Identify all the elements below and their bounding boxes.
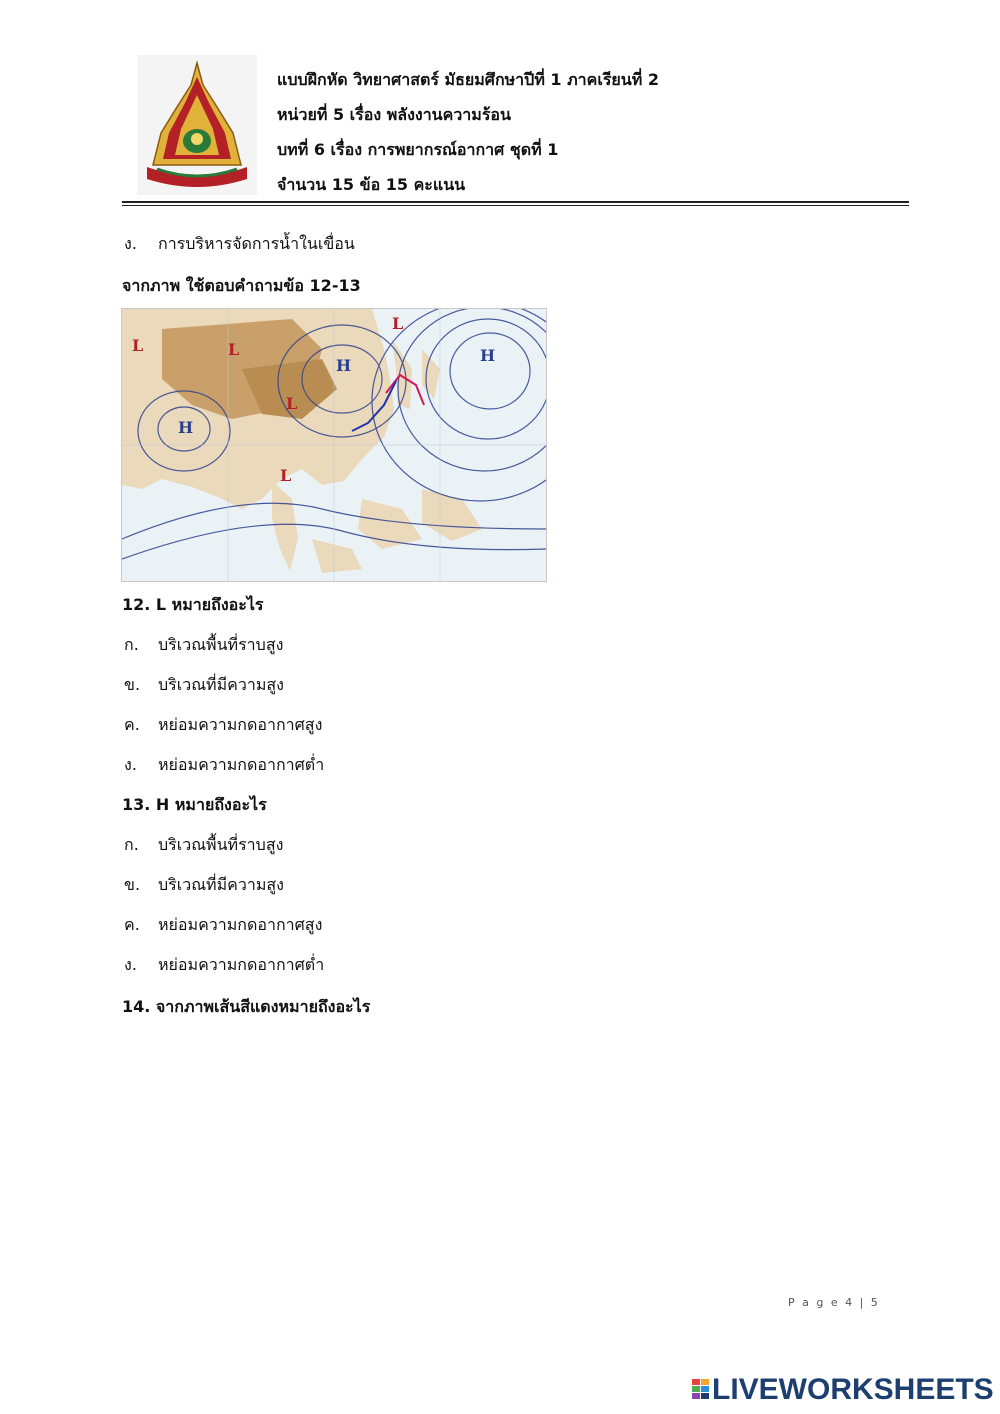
brand-blocks-icon	[692, 1379, 710, 1401]
q13-option-d[interactable]	[124, 953, 324, 978]
map-symbol-high: H	[178, 418, 194, 437]
header-divider	[122, 201, 909, 203]
q13-option-b[interactable]	[124, 873, 284, 898]
prev-option	[124, 232, 355, 257]
liveworksheets-brand	[692, 1374, 994, 1406]
q13-option-a[interactable]	[124, 833, 283, 858]
option-label: ข.	[124, 875, 141, 894]
option-label: ง.	[124, 755, 137, 774]
q12-option-c[interactable]	[124, 713, 322, 738]
question-14-title: 14. จากภาพเส้นสีแดงหมายถึงอะไร	[122, 997, 371, 1016]
page-number: P a g e 4 | 5	[788, 1296, 880, 1309]
option-text: หย่อมความกดอากาศต่ำ	[158, 755, 325, 774]
option-text: การบริหารจัดการน้ำในเขื่อน	[158, 234, 355, 253]
weather-map	[121, 308, 547, 582]
option-label: ข.	[124, 675, 141, 694]
option-text: หย่อมความกดอากาศต่ำ	[158, 955, 325, 974]
map-symbol-low: L	[392, 314, 404, 333]
option-label: ง.	[124, 234, 137, 253]
header-title: แบบฝึกหัด วิทยาศาสตร์ มัธยมศึกษาปีที่ 1 ภาคเรียนที่ 2	[277, 70, 659, 89]
option-label: ก.	[124, 635, 139, 654]
header-unit: หน่วยที่ 5 เรื่อง พลังงานความร้อน	[277, 105, 511, 124]
brand-name: LIVEWORKSHEETS	[712, 1373, 994, 1406]
map-symbol-low: L	[286, 394, 298, 413]
header-lesson: บทที่ 6 เรื่อง การพยากรณ์อากาศ ชุดที่ 1	[277, 140, 559, 159]
option-text: บริเวณที่มีความสูง	[158, 675, 284, 694]
map-symbol-low: L	[280, 466, 292, 485]
header-count: จำนวน 15 ข้อ 15 คะแนน	[277, 175, 466, 194]
q13-option-c[interactable]	[124, 913, 322, 938]
option-text: บริเวณพื้นที่ราบสูง	[158, 635, 284, 654]
option-label: ค.	[124, 715, 140, 734]
q12-option-d[interactable]	[124, 753, 324, 778]
question-12-title: 12. L หมายถึงอะไร	[122, 595, 264, 614]
option-text: หย่อมความกดอากาศสูง	[158, 715, 323, 734]
image-caption: จากภาพ ใช้ตอบคำถามข้อ 12-13	[122, 276, 361, 295]
map-symbol-low: L	[228, 340, 240, 359]
q12-option-b[interactable]	[124, 673, 284, 698]
question-13-title: 13. H หมายถึงอะไร	[122, 795, 267, 814]
map-symbol-low: L	[132, 336, 144, 355]
option-label: ก.	[124, 835, 139, 854]
option-label: ง.	[124, 955, 137, 974]
header-divider-thin	[122, 205, 909, 206]
school-logo	[137, 55, 257, 195]
q12-option-a[interactable]	[124, 633, 283, 658]
map-symbol-high: H	[336, 356, 352, 375]
option-text: บริเวณพื้นที่ราบสูง	[158, 835, 284, 854]
map-symbol-high: H	[480, 346, 496, 365]
option-text: บริเวณที่มีความสูง	[158, 875, 284, 894]
option-label: ค.	[124, 915, 140, 934]
option-text: หย่อมความกดอากาศสูง	[158, 915, 323, 934]
worksheet-header	[277, 62, 659, 202]
